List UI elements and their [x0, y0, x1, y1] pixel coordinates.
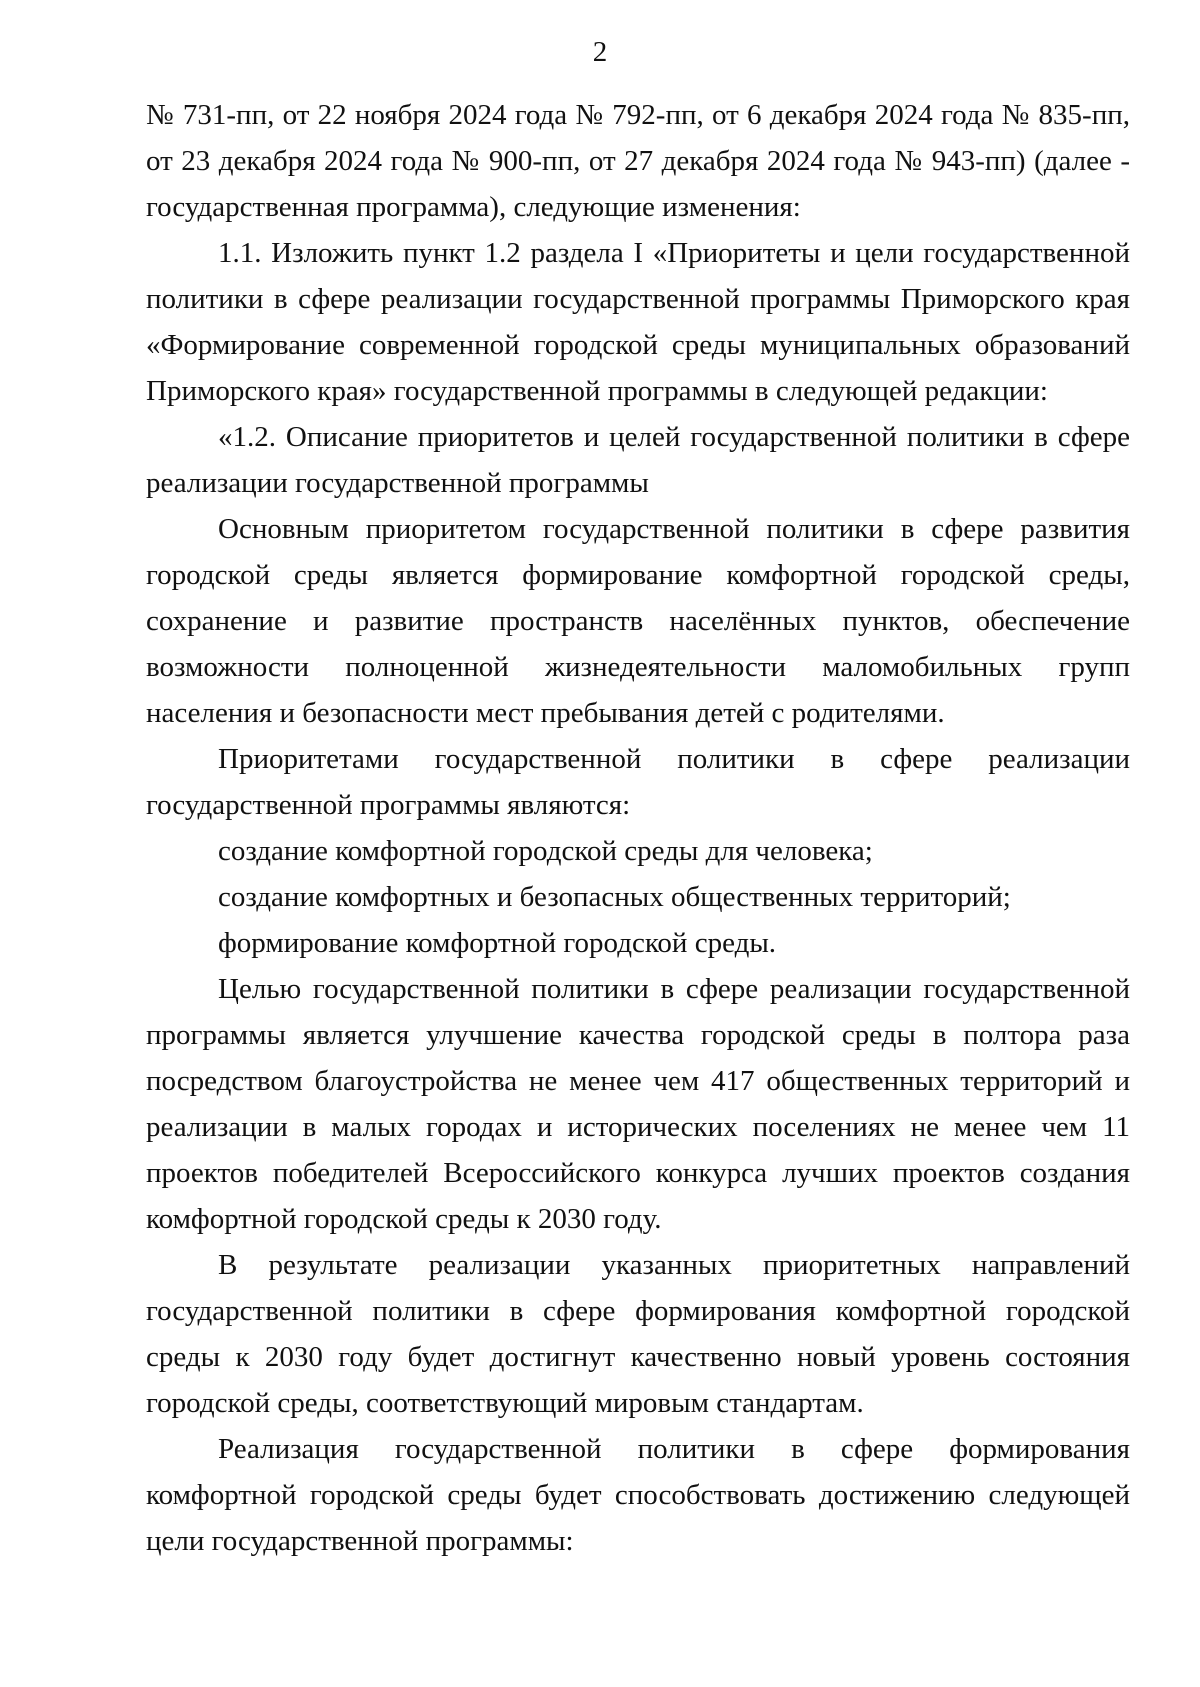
paragraph-goal: Целью государственной политики в сфере реализации государственной программы является улучшение качества городской среды в полтора раза посредством благоустройства не менее чем 417 общественных территорий и реализации в малых городах и исторических поселениях не менее чем 11 проектов победителей Всероссийского конкурса лучших проектов создания комфортной городской среды к 2030 году.	[146, 973, 1130, 1235]
paragraph-main-priority: Основным приоритетом государственной политики в сфере развития городской среды является формирование комфортной городской среды, сохранение и развитие пространств населённых пунктов, обеспечение возможности полноценной жизнедеятельности маломобильных групп населения и безопасности мест пребывания детей с родителями.	[146, 513, 1130, 729]
paragraph-section-heading: «1.2. Описание приоритетов и целей государственной политики в сфере реализации государственной программы	[146, 421, 1130, 499]
page-number: 2	[592, 36, 608, 68]
list-item-priority-2: создание комфортных и безопасных общественных территорий;	[218, 881, 1011, 913]
paragraph-priorities-intro: Приоритетами государственной политики в сфере реализации государственной программы являются:	[146, 743, 1130, 821]
paragraph-continuation: № 731-пп, от 22 ноября 2024 года № 792-пп, от 6 декабря 2024 года № 835-пп, от 23 декабря 2024 года № 900-пп, от 27 декабря 2024 года № 943-пп) (далее - государственная программа), следующие изменения:	[146, 99, 1130, 223]
document-body	[146, 92, 1130, 1564]
list-item-priority-1: создание комфортной городской среды для человека;	[218, 835, 873, 867]
paragraph-item-1-1: 1.1. Изложить пункт 1.2 раздела I «Приоритеты и цели государственной политики в сфере реализации государственной программы Приморского края «Формирование современной городской среды муниципальных образований Приморского края» государственной программы в следующей редакции:	[146, 237, 1130, 407]
paragraph-implementation: Реализация государственной политики в сфере формирования комфортной городской среды будет способствовать достижению следующей цели государственной программы:	[146, 1433, 1130, 1557]
list-item-priority-3: формирование комфортной городской среды.	[218, 927, 777, 959]
paragraph-result: В результате реализации указанных приоритетных направлений государственной политики в сфере формирования комфортной городской среды к 2030 году будет достигнут качественно новый уровень состояния городской среды, соответствующий мировым стандартам.	[146, 1249, 1130, 1419]
